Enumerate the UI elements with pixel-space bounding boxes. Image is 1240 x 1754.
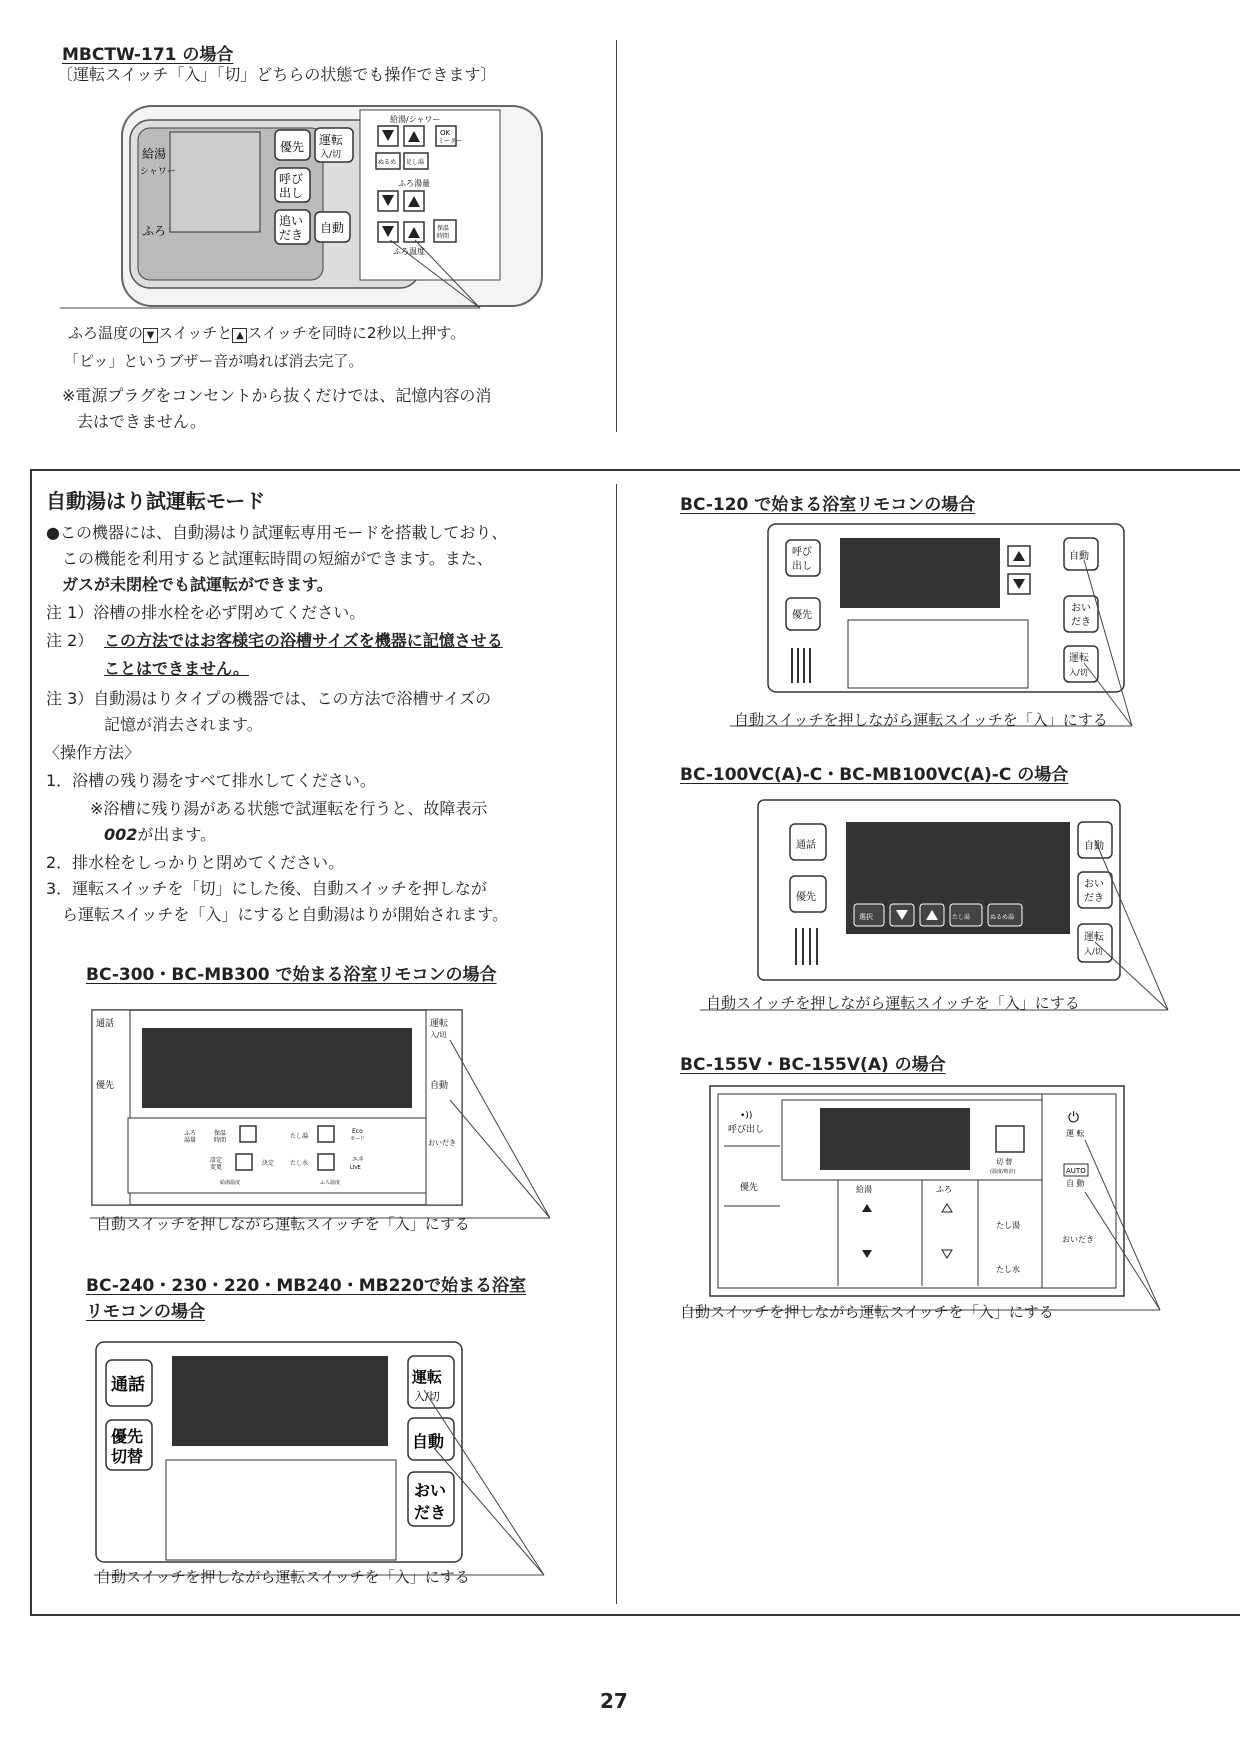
bc100-caption: 自動スイッチを押しながら運転スイッチを「入」にする: [706, 994, 1080, 1012]
svg-text:ふろ温度: ふろ温度: [393, 247, 425, 256]
svg-text:時間: 時間: [214, 1137, 227, 1144]
svg-text:変更: 変更: [210, 1164, 223, 1171]
svg-text:出し: 出し: [792, 561, 812, 572]
main-divider: [616, 484, 617, 1604]
step1: 1．浴槽の残り湯をすべて排水してください。: [46, 771, 376, 790]
svg-text:通話: 通話: [96, 1019, 115, 1029]
svg-text:おいだき: おいだき: [428, 1139, 456, 1147]
page-number: 27: [600, 1689, 628, 1713]
svg-text:優先: 優先: [792, 610, 812, 621]
bc240-remote-diagram: [94, 1330, 574, 1600]
svg-text:ふろ: ふろ: [184, 1130, 197, 1137]
svg-text:時間: 時間: [437, 233, 450, 240]
bc300-caption: 自動スイッチを押しながら運転スイッチを「入」にする: [96, 1215, 470, 1233]
svg-text:⏻: ⏻: [1068, 1110, 1080, 1126]
svg-text:呼び出し: 呼び出し: [728, 1125, 765, 1135]
svg-text:給湯: 給湯: [856, 1185, 872, 1194]
svg-text:自動: 自動: [1069, 551, 1089, 562]
svg-text:だき: だき: [1084, 893, 1104, 904]
step3-line2: ら運転スイッチを「入」にすると自動湯はりが開始されます。: [62, 905, 509, 924]
mbctw-note1: ふろ温度の ▼ スイッチと ▲ スイッチを同時に2秒以上押す。: [68, 324, 466, 342]
mbctw-note3-line1: ※電源プラグをコンセントから抜くだけでは、記憶内容の消: [62, 386, 492, 405]
svg-text:運転: 運転: [1069, 653, 1089, 664]
svg-text:運転: 運転: [1084, 932, 1104, 943]
svg-text:切替: 切替: [111, 1447, 144, 1466]
svg-text:ふろ: ふろ: [936, 1185, 952, 1194]
bc300-heading: BC-300・BC-MB300 で始まる浴室リモコンの場合: [86, 965, 497, 985]
bc300-remote-diagram: [90, 1000, 590, 1240]
mbctw-remote-diagram: [60, 90, 580, 340]
svg-text:給湯温度: 給湯温度: [220, 1180, 241, 1186]
svg-text:•)): •)): [740, 1111, 753, 1121]
section-title: 自動湯はり試運転モード: [46, 489, 266, 513]
svg-text:優先: 優先: [280, 140, 305, 154]
bc240-heading-line1: BC-240・230・220・MB240・MB220で始まる浴室: [86, 1276, 527, 1296]
svg-text:運 転: 運 転: [1066, 1129, 1085, 1138]
svg-text:だき: だき: [1071, 617, 1091, 628]
svg-text:呼び: 呼び: [279, 172, 304, 186]
note2-line2: ことはできません。: [104, 659, 249, 678]
bc155-remote-diagram: [690, 1080, 1210, 1320]
svg-text:運転: 運転: [430, 1019, 449, 1029]
svg-text:通話: 通話: [111, 1375, 145, 1395]
svg-text:選択: 選択: [859, 913, 873, 921]
svg-text:入/切: 入/切: [1084, 947, 1103, 956]
note2-line1: この方法ではお客様宅の浴槽サイズを機器に記憶させる: [104, 631, 503, 650]
svg-text:給湯/シャワー: 給湯/シャワー: [390, 115, 441, 124]
svg-text:切 替: 切 替: [996, 1158, 1013, 1166]
step2: 2．排水栓をしっかりと閉めてください。: [46, 853, 345, 872]
note3-line2: 記憶が消去されます。: [104, 715, 263, 734]
svg-text:入/切: 入/切: [430, 1031, 447, 1039]
svg-text:運転: 運転: [412, 1368, 443, 1386]
svg-text:だき: だき: [279, 228, 304, 242]
svg-text:入/切: 入/切: [414, 1390, 440, 1403]
svg-text:Eco: Eco: [352, 1128, 363, 1135]
ops-heading: 〈操作方法〉: [44, 743, 141, 762]
mbctw-heading: MBCTW-171 の場合: [62, 45, 234, 65]
note1: 注 1）浴槽の排水栓を必ず閉めてください。: [46, 603, 366, 622]
svg-text:出し: 出し: [279, 186, 304, 200]
bc155-caption: 自動スイッチを押しながら運転スイッチを「入」にする: [680, 1303, 1054, 1321]
bc100-remote-diagram: [700, 790, 1180, 1020]
svg-text:ぬるめ: ぬるめ: [378, 159, 397, 166]
svg-text:湯量: 湯量: [184, 1137, 197, 1144]
para1-line2: この機能を利用すると試運転時間の短縮ができます。また、: [62, 549, 493, 568]
svg-text:モード: モード: [350, 1136, 365, 1142]
bc120-caption: 自動スイッチを押しながら運転スイッチを「入」にする: [734, 711, 1108, 729]
svg-text:設定: 設定: [210, 1157, 223, 1164]
svg-text:たし水: たし水: [290, 1160, 309, 1167]
svg-text:給湯: 給湯: [142, 147, 167, 161]
svg-text:おい: おい: [1071, 603, 1091, 614]
mbctw-note2: 「ピッ」というブザー音が鳴れば消去完了。: [64, 352, 364, 370]
mbctw-note3-line2: 去はできません。: [77, 412, 206, 431]
svg-text:OK: OK: [440, 129, 451, 137]
step3-line1: 3．運転スイッチを「切」にした後、自動スイッチを押しなが: [46, 879, 487, 898]
bc155-heading: BC-155V・BC-155V(A) の場合: [680, 1055, 946, 1075]
bc120-remote-diagram: [730, 518, 1150, 733]
step1-note-line1: ※浴槽に残り湯がある状態で試運転を行うと、故障表示: [90, 799, 488, 818]
svg-text:たし水: たし水: [996, 1265, 1020, 1274]
svg-text:たし湯: たし湯: [952, 914, 971, 921]
svg-text:入/切: 入/切: [1069, 668, 1088, 677]
svg-text:運転: 運転: [319, 133, 344, 147]
bc100-heading: BC-100VC(A)-C・BC-MB100VC(A)-C の場合: [680, 765, 1069, 785]
svg-text:AUTO: AUTO: [1066, 1167, 1086, 1175]
note3-line1: 注 3）自動湯はりタイプの機器では、この方法で浴槽サイズの: [46, 689, 492, 708]
svg-text:優先: 優先: [111, 1427, 144, 1446]
svg-text:保温: 保温: [214, 1130, 227, 1137]
svg-text:ミーター: ミーター: [438, 138, 463, 145]
mbctw-subtitle: 〔運転スイッチ「入」「切」どちらの状態でも操作できます〕: [57, 65, 497, 84]
svg-text:優先: 優先: [796, 892, 816, 903]
svg-text:決定: 決定: [262, 1160, 275, 1167]
svg-text:ふろ湯量: ふろ湯量: [398, 179, 430, 188]
bc120-heading: BC-120 で始まる浴室リモコンの場合: [680, 495, 976, 515]
svg-text:自動: 自動: [430, 1081, 449, 1091]
svg-text:優先: 優先: [740, 1183, 759, 1193]
svg-text:たし湯: たし湯: [996, 1221, 1020, 1230]
top-divider: [616, 40, 617, 432]
note2-label: 注 2）: [46, 631, 94, 650]
svg-text:(温度/時計): (温度/時計): [990, 1169, 1016, 1175]
svg-text:通話: 通話: [796, 840, 816, 851]
svg-text:自動: 自動: [412, 1432, 445, 1451]
svg-text:ふろ温度: ふろ温度: [320, 1180, 341, 1186]
svg-text:追い: 追い: [279, 214, 304, 228]
svg-text:エネ: エネ: [352, 1156, 365, 1163]
svg-text:ぬるめ湯: ぬるめ湯: [990, 914, 1015, 921]
para1-line3: ガスが未閉栓でも試運転ができます。: [62, 575, 333, 594]
svg-text:保温: 保温: [437, 225, 450, 232]
svg-text:優先: 優先: [96, 1081, 115, 1091]
svg-text:シャワー: シャワー: [140, 167, 176, 177]
svg-text:自 動: 自 動: [1066, 1179, 1085, 1188]
svg-text:たし湯: たし湯: [290, 1133, 309, 1140]
svg-text:ふろ: ふろ: [142, 224, 167, 238]
svg-text:入/切: 入/切: [320, 150, 342, 160]
svg-text:おい: おい: [414, 1481, 447, 1500]
bc240-heading-line2: リモコンの場合: [86, 1302, 205, 1322]
svg-text:自動: 自動: [1084, 841, 1104, 852]
bc240-caption: 自動スイッチを押しながら運転スイッチを「入」にする: [96, 1568, 470, 1586]
svg-text:LIVE: LIVE: [350, 1165, 361, 1171]
svg-text:おい: おい: [1084, 879, 1104, 890]
svg-text:呼び: 呼び: [792, 547, 812, 558]
svg-text:おいだき: おいだき: [1062, 1235, 1094, 1244]
step1-note-line2: 002が出ます。: [104, 825, 217, 844]
para1-line1: ●この機器には、自動湯はり試運転専用モードを搭載しており、: [46, 523, 508, 542]
svg-text:自動: 自動: [320, 221, 345, 235]
svg-text:足し湯: 足し湯: [406, 159, 425, 166]
svg-text:だき: だき: [414, 1503, 447, 1522]
